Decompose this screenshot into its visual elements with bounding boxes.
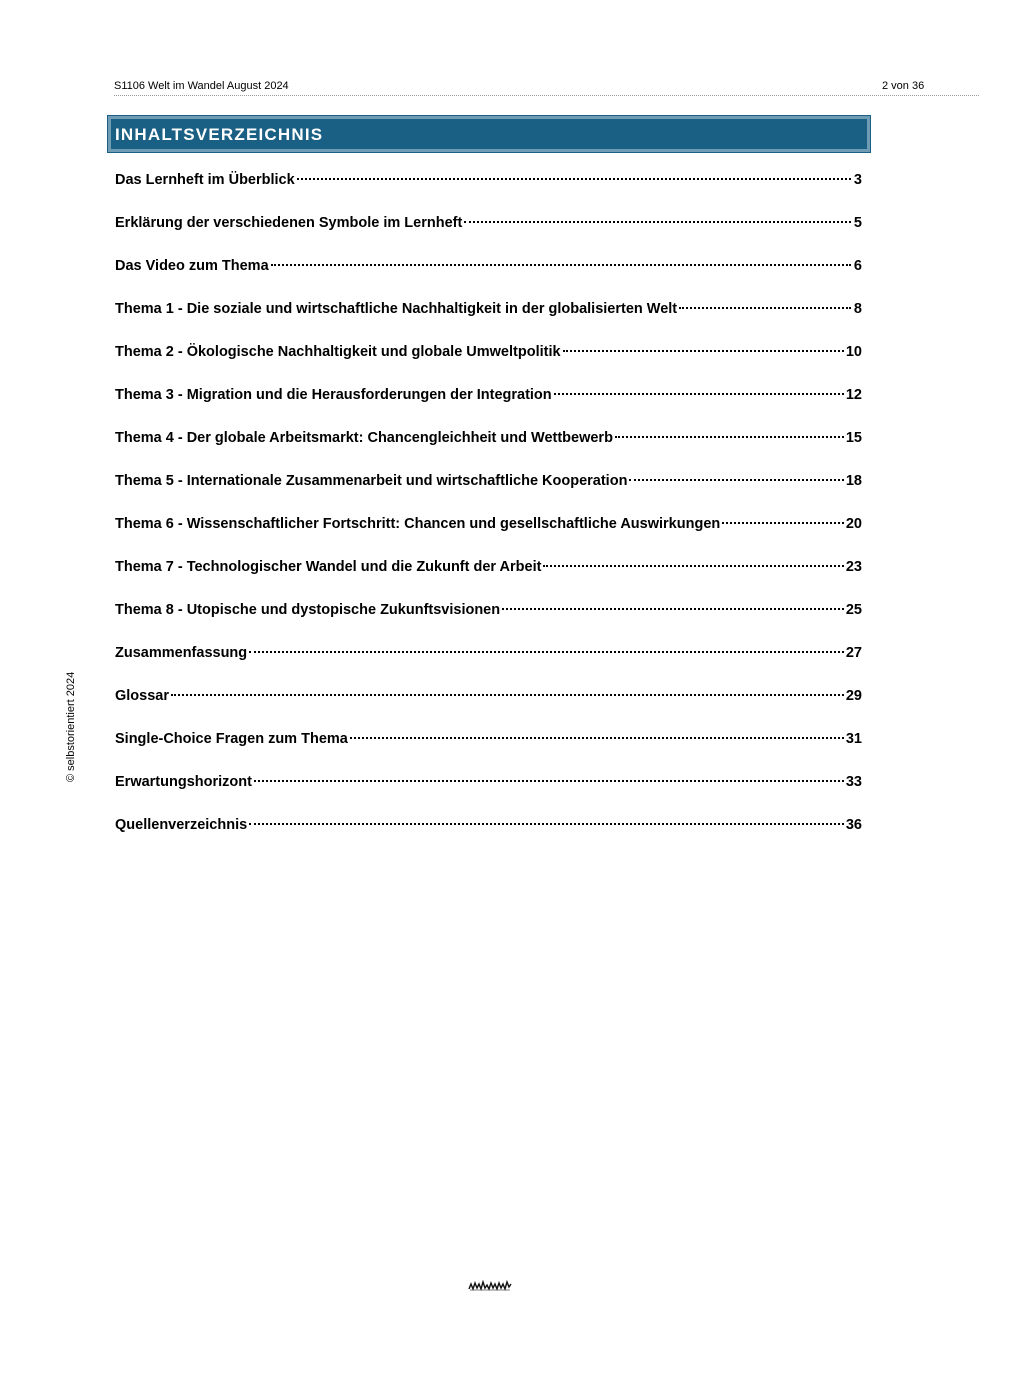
toc-entry[interactable] <box>115 772 862 793</box>
toc-entry-title: Quellenverzeichnis <box>115 817 248 833</box>
toc-dot-leader <box>271 264 851 266</box>
toc-entry-page: 5 <box>853 215 862 231</box>
toc-entry-page: 10 <box>845 344 862 360</box>
toc-entry-page: 25 <box>845 602 862 618</box>
toc-entry-page: 3 <box>853 172 862 188</box>
toc-dot-leader <box>171 694 844 696</box>
toc-entry-title: Das Video zum Thema <box>115 258 269 274</box>
toc-entry-page: 31 <box>845 731 862 747</box>
publisher-logo-icon <box>468 1280 512 1292</box>
toc-dot-leader <box>543 565 843 567</box>
toc-heading-banner <box>108 116 870 152</box>
toc-entry-page: 18 <box>845 473 862 489</box>
toc-entry-page: 12 <box>845 387 862 403</box>
toc-heading: INHALTSVERZEICHNIS <box>115 125 324 144</box>
toc-entry-title: Single-Choice Fragen zum Thema <box>115 731 348 747</box>
toc-entry[interactable] <box>115 342 862 363</box>
toc-entry[interactable] <box>115 514 862 535</box>
toc-entry-title: Thema 3 - Migration und die Herausforderungen der Integration <box>115 387 552 403</box>
toc-entry-title: Thema 6 - Wissenschaftlicher Fortschritt: Chancen und gesellschaftliche Auswirkungen <box>115 516 721 532</box>
toc-dot-leader <box>615 436 844 438</box>
toc-entry-title: Erklärung der verschiedenen Symbole im Lernheft <box>115 215 463 231</box>
toc-dot-leader <box>554 393 844 395</box>
toc-entry[interactable] <box>115 600 862 621</box>
toc-entry-title: Thema 1 - Die soziale und wirtschaftliche Nachhaltigkeit in der globalisierten Welt <box>115 301 678 317</box>
toc-entry-title: Thema 8 - Utopische und dystopische Zukunftsvisionen <box>115 602 501 618</box>
toc-dot-leader <box>563 350 844 352</box>
toc-entry-title: Zusammenfassung <box>115 645 248 661</box>
toc-entry-page: 33 <box>845 774 862 790</box>
toc-entry-title: Thema 5 - Internationale Zusammenarbeit und wirtschaftliche Kooperation <box>115 473 628 489</box>
toc-dot-leader <box>464 221 851 223</box>
toc-entry[interactable] <box>115 428 862 449</box>
page-number: 2 von 36 <box>882 80 925 92</box>
toc-entry-page: 8 <box>853 301 862 317</box>
toc-entry-title: Das Lernheft im Überblick <box>115 172 295 188</box>
toc-dot-leader <box>249 823 844 825</box>
copyright-notice: © selbstorientiert 2024 <box>65 671 77 782</box>
toc-list <box>115 170 862 858</box>
toc-entry-page: 36 <box>845 817 862 833</box>
toc-entry-title: Glossar <box>115 688 169 704</box>
toc-entry[interactable] <box>115 213 862 234</box>
toc-entry-title: Erwartungshorizont <box>115 774 252 790</box>
toc-entry[interactable] <box>115 299 862 320</box>
toc-dot-leader <box>722 522 844 524</box>
toc-entry[interactable] <box>115 729 862 750</box>
document-title: S1106 Welt im Wandel August 2024 <box>114 80 289 92</box>
toc-entry-page: 27 <box>845 645 862 661</box>
toc-entry[interactable] <box>115 557 862 578</box>
toc-dot-leader <box>350 737 844 739</box>
toc-entry-page: 23 <box>845 559 862 575</box>
toc-entry-title: Thema 7 - Technologischer Wandel und die Zukunft der Arbeit <box>115 559 542 575</box>
toc-entry[interactable] <box>115 815 862 836</box>
toc-entry[interactable] <box>115 385 862 406</box>
toc-entry-page: 20 <box>845 516 862 532</box>
toc-entry-title: Thema 2 - Ökologische Nachhaltigkeit und globale Umweltpolitik <box>115 344 561 360</box>
toc-entry[interactable] <box>115 471 862 492</box>
toc-entry[interactable] <box>115 643 862 664</box>
toc-entry-page: 15 <box>845 430 862 446</box>
toc-entry-page: 6 <box>853 258 862 274</box>
toc-entry[interactable] <box>115 170 862 191</box>
toc-dot-leader <box>297 178 851 180</box>
toc-dot-leader <box>629 479 843 481</box>
toc-dot-leader <box>249 651 844 653</box>
toc-entry-title: Thema 4 - Der globale Arbeitsmarkt: Chancengleichheit und Wettbewerb <box>115 430 613 446</box>
toc-entry[interactable] <box>115 686 862 707</box>
page-header <box>114 78 979 96</box>
toc-dot-leader <box>254 780 844 782</box>
toc-entry-page: 29 <box>845 688 862 704</box>
toc-entry[interactable] <box>115 256 862 277</box>
toc-dot-leader <box>679 307 851 309</box>
toc-dot-leader <box>502 608 844 610</box>
